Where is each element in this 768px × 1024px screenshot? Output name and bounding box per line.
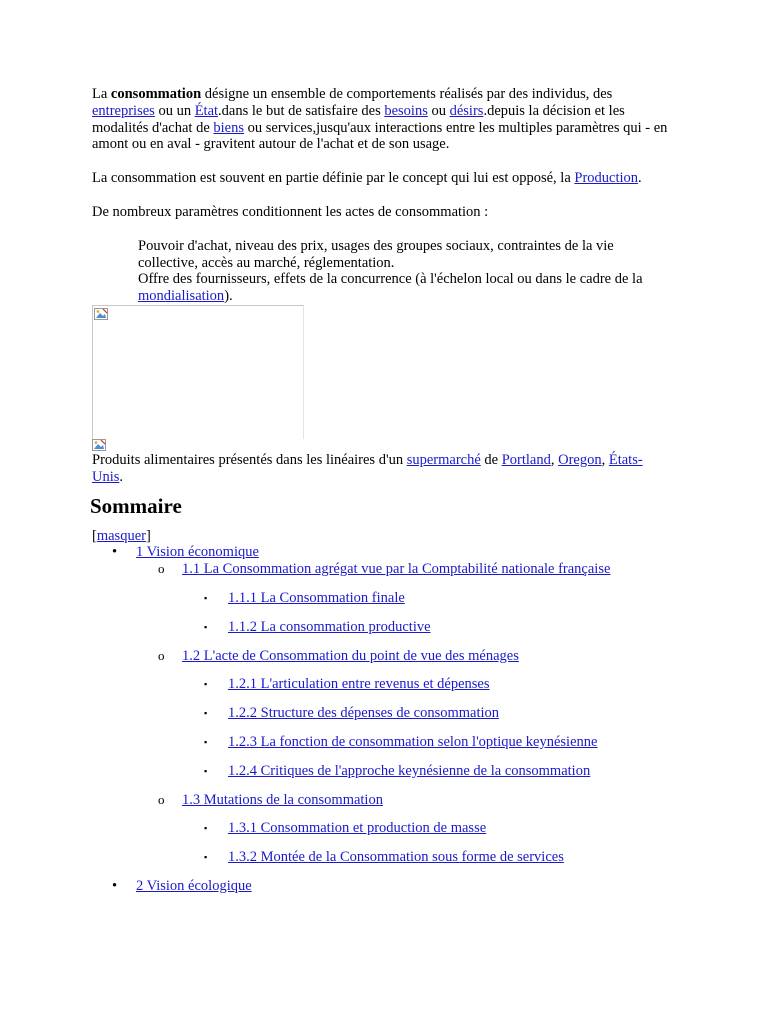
link-supermarche[interactable]: supermarché: [406, 451, 481, 468]
bullet-circle: o: [158, 561, 165, 577]
toc-item-1-2-1: [182, 676, 672, 693]
broken-image-icon: [94, 308, 108, 320]
text: ,: [601, 451, 609, 468]
image-caption: [92, 452, 672, 486]
bullet-disc: •: [112, 544, 118, 561]
toc-hide-link[interactable]: masquer: [96, 527, 146, 544]
toc-item-1-2-3: [182, 734, 672, 751]
text: Offre des fournisseurs, effets de la concurrence (à l'échelon local ou dans le cadre de la: [138, 271, 643, 288]
link-desirs[interactable]: désirs: [449, 102, 484, 119]
link-biens[interactable]: biens: [213, 119, 244, 136]
link-etat[interactable]: État: [194, 102, 219, 119]
production-paragraph: [92, 170, 672, 187]
image-frame[interactable]: [92, 305, 304, 439]
toc-link-1-2-4[interactable]: 1.2.4 Critiques de l'approche keynésienne de la consommation: [228, 762, 591, 779]
bullet-disc: •: [112, 877, 118, 894]
toc-toggle: [92, 528, 672, 545]
toc-link-1-1[interactable]: 1.1 La Consommation agrégat vue par la Comptabilité nationale française: [182, 561, 611, 578]
toc-item-1-1-1: [182, 590, 672, 607]
intro-paragraph: [92, 86, 672, 153]
toc-item-1: [92, 544, 672, 866]
bullet-square: ▪: [204, 621, 208, 632]
toc-item-1-3-1: [182, 820, 672, 837]
text: La: [92, 86, 111, 102]
bullet-square: ▪: [204, 765, 208, 776]
bullet-circle: o: [158, 791, 165, 807]
toc-item-1-2-2: [182, 705, 672, 722]
toc-item-2: [92, 878, 672, 895]
link-production[interactable]: Production: [574, 170, 639, 187]
text: ).: [224, 288, 233, 305]
toc-item-1-3: [136, 792, 672, 866]
bullet-square: ▪: [204, 852, 208, 863]
toc-item-1-3-2: [182, 849, 672, 866]
toc-item-1-2: [136, 648, 672, 780]
toc-item-1-1: [136, 561, 672, 635]
toc-sublist-1-1: [182, 590, 672, 636]
bracket: [: [92, 527, 97, 544]
toc-link-1-2-1[interactable]: 1.2.1 L'articulation entre revenus et dépenses: [228, 676, 490, 693]
text: ou un: [154, 102, 195, 119]
toc-link-1-3[interactable]: 1.3 Mutations de la consommation: [182, 791, 383, 808]
broken-thumbnail-icon: [92, 439, 106, 451]
bullet-square: ▪: [204, 823, 208, 834]
link-portland[interactable]: Portland: [501, 451, 551, 468]
text: .: [638, 170, 642, 187]
toc-link-1-2[interactable]: 1.2 L'acte de Consommation du point de vue des ménages: [182, 647, 519, 664]
text: désigne un ensemble de comportements réalisés par des individus, des: [201, 86, 613, 102]
text: ,: [550, 451, 559, 468]
link-entreprises[interactable]: entreprises: [92, 102, 155, 119]
text: .: [119, 468, 124, 485]
toc-link-1-2-2[interactable]: 1.2.2 Structure des dépenses de consommation: [228, 705, 500, 722]
link-mondialisation[interactable]: mondialisation: [138, 288, 225, 305]
parameters-block: [138, 238, 668, 305]
text: .dans le but de satisfaire des: [218, 102, 385, 119]
bullet-square: ▪: [204, 736, 208, 747]
bullet-square: ▪: [204, 592, 208, 603]
parameters-line-1: Pouvoir d'achat, niveau des prix, usages des groupes sociaux, contraintes de la vie collective, accès au marché, réglementation.: [138, 237, 614, 271]
bullet-square: ▪: [204, 708, 208, 719]
text: .depuis la décision et les modalités d'achat de: [92, 102, 625, 136]
toc-sublist-1-3: [182, 820, 672, 866]
link-oregon[interactable]: Oregon: [558, 451, 602, 468]
toc-link-1[interactable]: 1 Vision économique: [136, 544, 259, 561]
text: de: [480, 451, 502, 468]
parameters-paragraph: De nombreux paramètres conditionnent les actes de consommation :: [92, 203, 489, 220]
text: La consommation est souvent en partie définie par le concept qui lui est opposé, la: [92, 170, 575, 187]
article-body: [92, 86, 672, 895]
text: Produits alimentaires présentés dans les linéaires d'un: [92, 451, 407, 468]
toc-link-1-1-1[interactable]: 1.1.1 La Consommation finale: [228, 589, 405, 606]
text: ou services,jusqu'aux interactions entre les multiples paramètres qui - en amont ou en aval - gravitent autour de l'achat et de son usage.: [92, 119, 668, 153]
toc-link-1-3-1[interactable]: 1.3.1 Consommation et production de masse: [228, 820, 487, 837]
toc-link-1-3-2[interactable]: 1.3.2 Montée de la Consommation sous forme de services: [228, 849, 564, 866]
bullet-circle: o: [158, 647, 165, 663]
toc-link-1-2-3[interactable]: 1.2.3 La fonction de consommation selon l'optique keynésienne: [228, 733, 598, 750]
toc-item-1-2-4: [182, 763, 672, 780]
link-etats-unis[interactable]: États-Unis: [92, 451, 643, 485]
toc-list: [92, 544, 672, 894]
toc-link-2[interactable]: 2 Vision écologique: [136, 877, 252, 894]
parameters-line-2: [138, 271, 668, 305]
text: ou: [427, 102, 450, 119]
link-besoins[interactable]: besoins: [384, 102, 428, 119]
bullet-square: ▪: [204, 679, 208, 690]
toc-sublist-1-2: [182, 676, 672, 779]
toc-link-1-1-2[interactable]: 1.1.2 La consommation productive: [228, 618, 431, 635]
toc-item-1-1-2: [182, 619, 672, 636]
bracket: ]: [145, 527, 151, 544]
term-bold: consommation: [110, 86, 202, 102]
toc-sublist-1: [136, 561, 672, 866]
toc-title: Sommaire: [90, 493, 182, 518]
